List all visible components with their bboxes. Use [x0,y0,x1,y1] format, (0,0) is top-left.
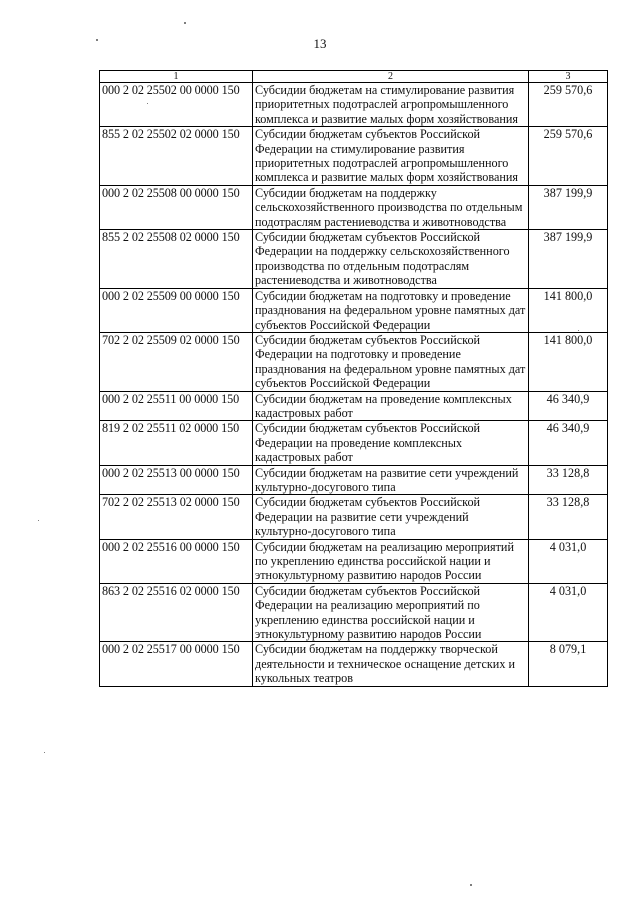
description-cell: Субсидии бюджетам субъектов Российской Федерации на реализацию мероприятий по укреплению единства российской нации и этнокультурному развитию народов России [253,583,529,642]
table-row [100,185,608,229]
budget-code-cell: 000 2 02 25516 00 0000 150 [100,539,253,583]
amount-cell: 259 570,6 [529,127,608,186]
amount-cell: 141 800,0 [529,288,608,332]
description-cell: Субсидии бюджетам субъектов Российской Федерации на подготовку и проведение празднования на федеральном уровне памятных дат субъектов Российской Федерации [253,332,529,391]
budget-code-cell: 702 2 02 25509 02 0000 150 [100,332,253,391]
table-row [100,288,608,332]
description-cell: Субсидии бюджетам на стимулирование развития приоритетных подотраслей агропромышленного комплекса и развитие малых форм хозяйствования [253,83,529,127]
budget-code-cell: 000 2 02 25502 00 0000 150 [100,83,253,127]
budget-code-cell: 863 2 02 25516 02 0000 150 [100,583,253,642]
description-cell: Субсидии бюджетам субъектов Российской Федерации на поддержку сельскохозяйственного производства по отдельным подотраслям растениеводства и животноводства [253,230,529,289]
description-cell: Субсидии бюджетам на подготовку и проведение празднования на федеральном уровне памятных дат субъектов Российской Федерации [253,288,529,332]
budget-code-cell: 000 2 02 25511 00 0000 150 [100,391,253,421]
scan-speck [470,884,472,886]
table-row [100,127,608,186]
header-row [100,71,608,83]
description-cell: Субсидии бюджетам субъектов Российской Федерации на проведение комплексных кадастровых работ [253,421,529,465]
scan-speck [578,330,579,331]
amount-cell: 8 079,1 [529,642,608,686]
budget-code-cell: 000 2 02 25513 00 0000 150 [100,465,253,495]
description-cell: Субсидии бюджетам на проведение комплексных кадастровых работ [253,391,529,421]
budget-code-cell: 000 2 02 25509 00 0000 150 [100,288,253,332]
table-row [100,391,608,421]
amount-cell: 33 128,8 [529,465,608,495]
amount-cell: 259 570,6 [529,83,608,127]
amount-cell: 46 340,9 [529,391,608,421]
page-number: 13 [313,36,327,51]
description-cell: Субсидии бюджетам субъектов Российской Федерации на стимулирование развития приоритетных подотраслей агропромышленного комплекса и развитие малых форм хозяйствования [253,127,529,186]
budget-code-cell: 855 2 02 25502 02 0000 150 [100,127,253,186]
amount-cell: 141 800,0 [529,332,608,391]
budget-code-cell: 000 2 02 25508 00 0000 150 [100,185,253,229]
scan-speck [184,22,186,24]
scan-speck [96,39,98,41]
table-row [100,421,608,465]
description-cell: Субсидии бюджетам на поддержку сельскохозяйственного производства по отдельным подотраслям растениеводства и животноводства [253,185,529,229]
budget-code-cell: 855 2 02 25508 02 0000 150 [100,230,253,289]
budget-table [99,70,608,687]
table-row [100,230,608,289]
description-cell: Субсидии бюджетам субъектов Российской Федерации на развитие сети учреждений культурно-досугового типа [253,495,529,539]
table-row [100,465,608,495]
table-body [100,83,608,687]
table-row [100,539,608,583]
budget-code-cell: 702 2 02 25513 02 0000 150 [100,495,253,539]
amount-cell: 387 199,9 [529,185,608,229]
table-row [100,583,608,642]
table-row [100,332,608,391]
amount-cell: 46 340,9 [529,421,608,465]
scan-speck [147,103,148,104]
header-column-amount: 3 [529,71,608,83]
amount-cell: 387 199,9 [529,230,608,289]
amount-cell: 33 128,8 [529,495,608,539]
description-cell: Субсидии бюджетам на развитие сети учреждений культурно-досугового типа [253,465,529,495]
table-row [100,642,608,686]
table-row [100,83,608,127]
description-cell: Субсидии бюджетам на реализацию мероприятий по укреплению единства российской нации и этнокультурному развитию народов России [253,539,529,583]
table-row [100,495,608,539]
budget-code-cell: 819 2 02 25511 02 0000 150 [100,421,253,465]
header-column-description: 2 [253,71,529,83]
amount-cell: 4 031,0 [529,583,608,642]
description-cell: Субсидии бюджетам на поддержку творческой деятельности и техническое оснащение детских и кукольных театров [253,642,529,686]
scan-speck [38,520,39,521]
header-column-code: 1 [100,71,253,83]
scan-speck [44,752,45,753]
budget-code-cell: 000 2 02 25517 00 0000 150 [100,642,253,686]
table-header [100,71,608,83]
amount-cell: 4 031,0 [529,539,608,583]
